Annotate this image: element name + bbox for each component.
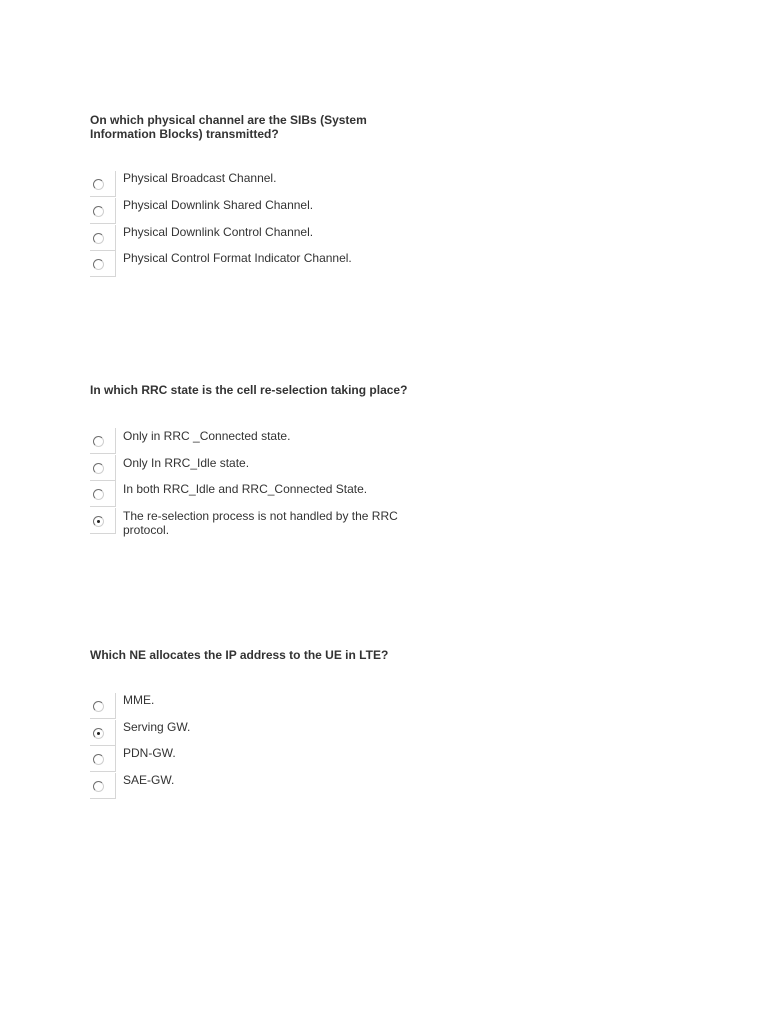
option-label: Physical Downlink Control Channel. <box>123 225 314 239</box>
radio-button[interactable] <box>93 259 104 270</box>
question-3-option-4[interactable] <box>90 773 650 799</box>
question-2-title: In which RRC state is the cell re-selection taking place? <box>90 383 408 397</box>
radio-cell <box>90 720 116 746</box>
radio-cell <box>90 746 116 772</box>
question-1-option-4[interactable] <box>90 251 650 277</box>
question-1-option-3[interactable] <box>90 225 650 251</box>
radio-cell <box>90 481 116 507</box>
radio-button[interactable] <box>93 436 104 447</box>
option-label: Physical Broadcast Channel. <box>123 171 277 185</box>
radio-button[interactable] <box>93 754 104 765</box>
question-1 <box>90 113 650 265</box>
question-3-title: Which NE allocates the IP address to the UE in LTE? <box>90 648 389 662</box>
question-2-option-1[interactable] <box>90 428 650 454</box>
question-2-option-2[interactable] <box>90 455 650 481</box>
radio-button[interactable] <box>93 781 104 792</box>
option-label: PDN-GW. <box>123 746 176 760</box>
question-3-option-2[interactable] <box>90 720 650 746</box>
question-2 <box>90 383 650 537</box>
radio-cell <box>90 198 116 224</box>
radio-button[interactable] <box>93 463 104 474</box>
radio-cell <box>90 251 116 277</box>
option-label: MME. <box>123 693 155 707</box>
question-1-option-1[interactable] <box>90 171 650 197</box>
radio-button[interactable] <box>93 233 104 244</box>
radio-button[interactable] <box>93 489 104 500</box>
radio-button[interactable] <box>93 206 104 217</box>
option-label: Physical Downlink Shared Channel. <box>123 198 314 212</box>
radio-cell <box>90 455 116 481</box>
radio-cell <box>90 693 116 719</box>
radio-cell <box>90 773 116 799</box>
radio-button[interactable] <box>93 701 104 712</box>
question-3 <box>90 648 650 787</box>
radio-cell <box>90 508 116 534</box>
option-label: Only In RRC_Idle state. <box>123 456 250 470</box>
option-label: SAE-GW. <box>123 773 175 787</box>
radio-cell <box>90 428 116 454</box>
radio-button[interactable] <box>93 728 104 739</box>
question-3-option-1[interactable] <box>90 693 650 719</box>
radio-cell <box>90 171 116 197</box>
option-label: Serving GW. <box>123 720 191 734</box>
question-1-option-2[interactable] <box>90 198 650 224</box>
question-2-option-4[interactable] <box>90 508 650 537</box>
option-label: Physical Control Format Indicator Channel. <box>123 251 352 265</box>
option-label: The re-selection process is not handled by the RRC protocol. <box>123 509 398 537</box>
option-label: In both RRC_Idle and RRC_Connected State. <box>123 482 368 496</box>
radio-button[interactable] <box>93 179 104 190</box>
option-label: Only in RRC _Connected state. <box>123 429 291 443</box>
radio-cell <box>90 225 116 251</box>
question-1-title: On which physical channel are the SIBs (System Information Blocks) transmitted? <box>90 113 367 141</box>
question-2-option-3[interactable] <box>90 481 650 507</box>
radio-button[interactable] <box>93 516 104 527</box>
question-3-option-3[interactable] <box>90 746 650 772</box>
